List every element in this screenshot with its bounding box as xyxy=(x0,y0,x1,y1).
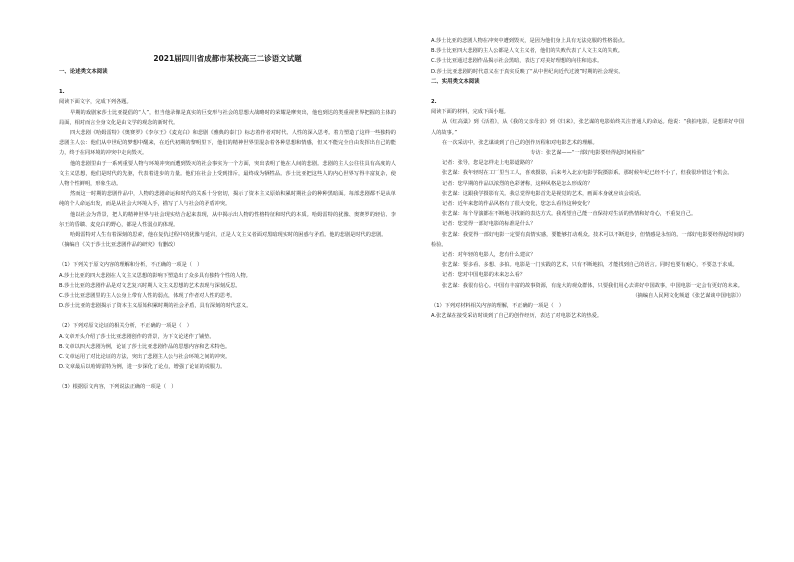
source-note: （摘编自《关于莎士比亚悲剧作品的研究》有删改） xyxy=(59,242,179,249)
paragraph: 记者：您早期的作品以浓烈的色彩著称，这种风格是怎么形成的？ xyxy=(442,180,593,187)
option-d: D.文章最后以哈姆雷特为例，进一步深化了论点，增强了论证的说服力。 xyxy=(59,364,226,371)
option-d: D.莎士比亚悲剧的时代意义在于真实反映了“从中世纪向近代过渡”时期的社会现实。 xyxy=(431,68,624,75)
question-stem: （1）下列对材料相关内容的理解，不正确的一项是（ ） xyxy=(431,303,564,310)
section-heading-2: 二、实用类文本阅读 xyxy=(431,78,480,85)
paragraph: 张艺谋：我年轻时在工厂里当工人，喜欢摄影，后来考入北京电影学院摄影系。那时候年纪已经不小了，但我很珍惜这个机会。 xyxy=(442,170,733,177)
interview-title: 专访：张艺谋——“一部好电影要经得起时间检验” xyxy=(530,150,645,157)
page-title: 2021届四川省成都市某校高三二诊语文试题 xyxy=(153,54,302,63)
left-column xyxy=(59,0,396,393)
option-c: C.莎士比亚悲剧里的主人公身上带有人性的弱点，体现了作者对人性的思考。 xyxy=(59,293,236,300)
paragraph: 记者：您对中国电影的未来怎么看？ xyxy=(442,272,526,279)
paragraph: 张艺谋：这跟我学摄影有关。我总觉得电影首先是视觉的艺术，画面本身就应该会说话。 xyxy=(442,190,645,197)
paragraph: 记者：您觉得一部好电影的标准是什么？ xyxy=(442,221,536,228)
paragraph: 张艺谋：我觉得一部好电影一定要有真情实感，要能够打动观众。技术可以不断进步，但情感是永恒的。一部好电影要经得起时间的检验。 xyxy=(431,231,744,248)
paragraph: 从《红高粱》到《活着》，从《我的父亲母亲》到《归来》，张艺谋的电影始终关注普通人的命运。他说：“我拍电影，是想讲好中国人的故事。” xyxy=(431,119,744,136)
paragraph: 早期的戏剧家莎士比亚提倡的“人”，但当他录像是真实的巨变形与社会的思想大战略时的荣耀是摩突出，他也到达的类重视世界把握的主体的局面，相对而言全身文化是由文学的观念的新时代。 xyxy=(59,109,396,126)
right-column xyxy=(431,36,744,321)
option-a: A.文章开头介绍了莎士比亚悲剧创作的背景，为下文论述作了铺垫。 xyxy=(59,333,215,340)
option-b: B.文章以四大悲剧为例，论证了莎士比亚悲剧作品的思想内容和艺术特色。 xyxy=(59,343,231,350)
paragraph: 记者：对年轻的电影人，您有什么建议？ xyxy=(442,252,536,259)
question-stem: （3）根据原文内容，下列说法正确的一项是（ ） xyxy=(59,384,177,391)
paragraph: 记者：张导，您是怎样走上电影道路的？ xyxy=(442,160,536,167)
question-number: 1. xyxy=(59,89,65,96)
paragraph: 四大悲剧《哈姆雷特》《奥赛罗》《李尔王》《麦克白》和悲剧《雅典的泰门》标志着作者对时代、人性的深入思考。着力塑造了这样一些独特的悲剧主人公：他们从中世纪的梦想中醒来，在近代初期的黎明里下，他们的精神世界里混杂着各种思想和情感，但又不能完全自由发挥出自己的能力，终于在同环境的冲突中走向毁灭。 xyxy=(59,130,396,157)
option-b: B.莎士比亚的悲剧作品是对文艺复兴时期人文主义思想的艺术表现与深刻反思。 xyxy=(59,282,241,289)
paragraph: 然而这一时期的悲剧作品中，人物的悲剧命运和时代的关系十分密切，揭示了资本主义原始积累时期社会的种种黑暗面。每部悲剧都不是从单纯的个人命运出发，而是从社会大环境入手，描写了人与社会的矛盾冲突。 xyxy=(59,191,396,208)
option-c: C.莎士比亚通过悲剧作品揭示社会黑暗，表达了对美好理想的向往和追求。 xyxy=(431,58,603,65)
source-note: （摘编自人民网文化频道《张艺谋谈中国电影》） xyxy=(632,292,744,299)
paragraph: 张艺谋：要多看、多想、多拍。电影是一门实践的艺术，只有不断地拍，才能找到自己的语言。同时也要有耐心，不要急于求成。 xyxy=(442,262,738,269)
section-heading-1: 一、论述类文本阅读 xyxy=(59,69,108,75)
paragraph: 在一次采访中，张艺谋谈到了自己的创作历程和对电影艺术的理解。 xyxy=(442,139,598,146)
paragraph: 张艺谋：每个导演都在不断地寻找新的表达方式。我希望自己能一直保持对生活的热情和好奇心，不重复自己。 xyxy=(442,211,697,218)
paragraph: 记者：近年来您的作品风格有了很大变化，您怎么看待这种变化？ xyxy=(442,201,593,208)
question-number: 2. xyxy=(431,99,437,106)
paragraph: 他以社会为背景，把人的精神世界与社会现实结合起来表现，从中揭示出人物的性格特征和时代的本质。哈姆雷特的犹豫、奥赛罗的轻信、李尔王的昏聩、麦克白的野心，都是人性弱点的体现。 xyxy=(59,211,396,228)
option-b: B.莎士比亚四大悲剧的主人公都是人文主义者，他们的失败代表了人文主义的失败。 xyxy=(431,48,623,55)
option-a: A.莎士比亚的悲剧人物在冲突中遭到毁灭，是因为他们身上具有无法克服的性格弱点。 xyxy=(431,38,629,44)
paragraph: 张艺谋：我很有信心。中国有丰富的故事资源，有庞大的观众群体，只要我们用心去讲好中国故事，中国电影一定会有更好的未来。 xyxy=(442,282,743,289)
reading-intro: 阅读下面的材料，完成下面小题。 xyxy=(431,109,509,116)
option-a: A.张艺谋在接受采访时谈到了自己的创作经历，表达了对电影艺术的热爱。 xyxy=(431,313,603,320)
reading-intro: 阅读下面文字，完成下列各题。 xyxy=(59,99,132,106)
question-stem: （1）下列关于原文内容的理解和分析，不正确的一项是（ ） xyxy=(59,262,203,269)
paragraph: 他的悲剧里由于一系列重要人物与环境冲突而遭到毁灭的社会事实为一个方面，突出表明了他在人间的悲剧。悲剧的主人公往往具有高度的人文主义思想，他们是时代的先驱，代表着进步的力量。他们在社会上受到排斥，最终成为牺牲品。莎士比亚把这些人的内心世界写得丰富复杂，使人物个性鲜明，形象生动。 xyxy=(59,160,396,188)
option-c: C.文章运用了对比论证的方法，突出了悲剧主人公与社会环境之间的冲突。 xyxy=(59,354,231,361)
option-d: D.莎士比亚的悲剧揭示了资本主义原始积累时期的社会矛盾，具有深刻的时代意义。 xyxy=(59,303,252,310)
paragraph: 哈姆雷特对人生有着深刻的思索，他在复仇过程中的犹豫与延宕，正是人文主义者面对黑暗现实时的困惑与矛盾。他的悲剧是时代的悲剧。 xyxy=(70,232,387,239)
question-stem: （2）下列对原文论证的相关分析，不正确的一项是（ ） xyxy=(59,323,192,330)
option-a: A.莎士比亚的四大悲剧在人文主义思想的影响下塑造出了众多具有独特个性的人物。 xyxy=(59,272,251,279)
